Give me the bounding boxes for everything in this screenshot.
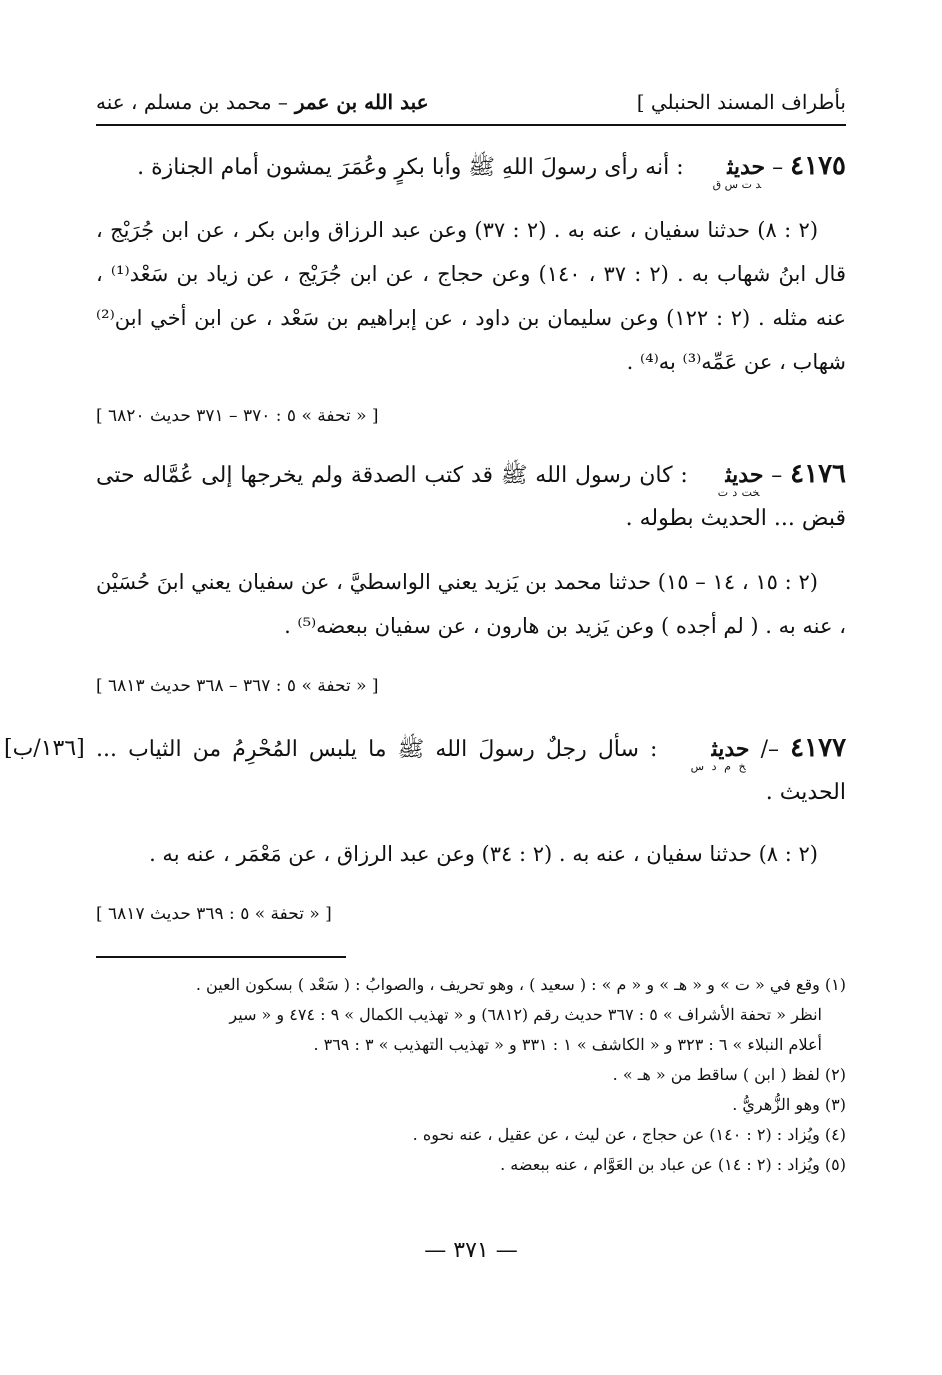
hadith-sigla: خت د ت [717, 486, 760, 499]
hadith-isnad: (٢ : ٨) حدثنا سفيان ، عنه به . (٢ : ٣٧) وعن عبد الرزاق وابن بكر ، عن ابن جُرَيْج ، قال ابنُ شهاب به . (٢ : ٣٧ ، ١٤٠) وعن حجاج ، عن ابن جُرَيْج ، عن زياد بن سَعْد⁽¹⁾ ، عنه مثله . (٢ : ١٢٢) وعن سليمان بن داود ، عن إبراهيم بن سَعْد ، عن ابن أخي ابن⁽²⁾ شهاب ، عن عَمِّه⁽³⁾ به⁽⁴⁾ . [96, 218, 846, 374]
footnote: (٣) وهو الزُّهريُّ . [732, 1095, 846, 1114]
hadith-heading: ٤١٧٥ – حديث$_{د ت س ق}$ : أنه رأى رسولَ اللهِ ﷺ وأبا بكرٍ وعُمَرَ يمشون أمام الجنازة . [137, 151, 846, 191]
hadith-matn: : سأل رجلٌ رسولَ الله ﷺ ما يلبس المُحْرِمُ من الثياب ... الحديث . [96, 737, 846, 805]
hadith-label: حديث [727, 154, 766, 180]
footnote: انظر « تحفة الأشراف » ٥ : ٣٦٧ حديث رقم (٦٨١٢) و « تهذيب الكمال » ٩ : ٤٧٤ و « سير [229, 1005, 822, 1024]
tuhfa-reference: [ « تحفة » ٥ : ٣٧٠ – ٣٧١ حديث ٦٨٢٠ ] [96, 406, 379, 426]
hadith-isnad: (٢ : ٨) حدثنا سفيان ، عنه به . (٢ : ٣٤) وعن عبد الرزاق ، عن مَعْمَر ، عنه به . [149, 842, 818, 866]
hadith-matn: : أنه رأى رسولَ اللهِ ﷺ وأبا بكرٍ وعُمَرَ يمشون أمام الجنازة . [137, 155, 684, 180]
footnotes [96, 970, 846, 1180]
section-title [96, 90, 429, 114]
footnote: (٤) ويُزاد : (٢ : ١٤٠) عن حجاج ، عن ليث ، عن عقيل ، عنه نحوه . [412, 1125, 846, 1144]
footnote-separator [96, 956, 346, 958]
musnad-name: عبد الله بن عمر [294, 90, 429, 114]
folio-marker: –/ [760, 737, 780, 762]
footnote: (٢) لفظ ( ابن ) ساقط من « هـ » . [612, 1065, 846, 1084]
footnote: أعلام النبلاء » ٦ : ٣٢٣ و « الكاشف » ١ : ٣٣١ و « تهذيب التهذيب » ٣ : ٣٦٩ . [313, 1035, 822, 1054]
hadith-matn: : كان رسول الله ﷺ قد كتب الصدقة ولم يخرجها إلى عُمَّاله حتى قبض ... الحديث بطوله . [96, 463, 846, 531]
hadith-isnad: (٢ : ١٥ ، ١٤ – ١٥) حدثنا محمد بن يَزيد يعني الواسطيَّ ، عن سفيان يعني ابنَ حُسَيْن ، عنه به . ( لم أجده ) وعن يَزيد بن هارون ، عن سفيان ببعضه⁽⁵⁾ . [96, 570, 846, 638]
footnote: (٥) ويُزاد : (٢ : ١٤) عن عباد بن العَوَّام ، عنه ببعضه . [500, 1155, 846, 1174]
folio-margin-note: [١٣٦/ب] [4, 736, 85, 761]
hadith-heading: ٤١٧٦ – حديث$_{خت د ت}$ : كان رسول الله ﷺ قد كتب الصدقة ولم يخرجها إلى عُمَّاله حتى قبض ... الحديث بطوله . [96, 459, 846, 531]
hadith-label: حديث [725, 462, 764, 488]
hadith-heading [96, 728, 846, 813]
hadith-number: ٤١٧٦ [790, 459, 846, 489]
hadith-number: ٤١٧٧ [790, 733, 847, 763]
tuhfa-reference: [ « تحفة » ٥ : ٣٦٧ – ٣٦٨ حديث ٦٨١٣ ] [96, 676, 379, 696]
musnad-sub: – محمد بن مسلم ، عنه [96, 90, 288, 114]
page-number: — ٣٧١ — [424, 1238, 518, 1263]
running-header [96, 84, 846, 126]
hadith-label: حديث [711, 736, 750, 762]
footnote: (١) وقع في « ت » و « هـ » و « م » : ( سعيد ) ، وهو تحريف ، والصوابُ : ( سَعْد ) بسكون العين . [195, 975, 846, 994]
book-title: بأطراف المسند الحنبلي ] [636, 90, 846, 114]
hadith-sigla: خ م د س [690, 760, 746, 773]
hadith-number: ٤١٧٥ [790, 151, 846, 181]
hadith-sigla: د ت س ق [712, 178, 762, 191]
tuhfa-reference: [ « تحفة » ٥ : ٣٦٩ حديث ٦٨١٧ ] [96, 904, 332, 924]
